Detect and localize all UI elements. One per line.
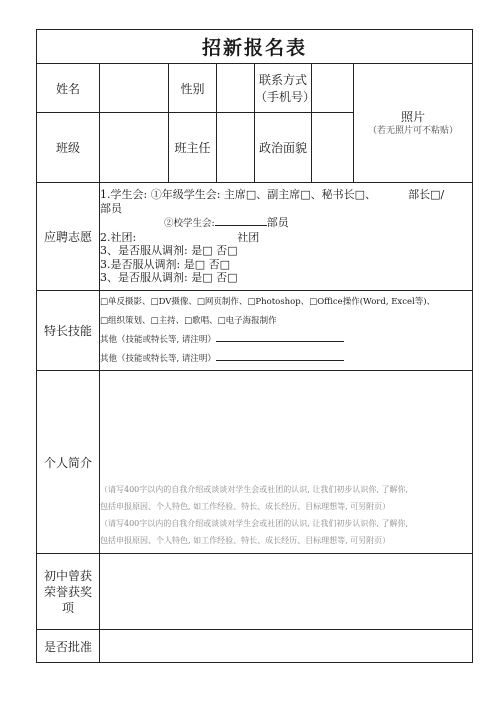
volunteer-line3-suffix: 部员 xyxy=(266,216,289,230)
head-teacher-field[interactable] xyxy=(217,113,255,183)
volunteer-line4-suffix: 社团 xyxy=(237,230,260,244)
intro-hint-line3: （请写400字以内的自我介绍或谈谈对学生会或社团的认识, 让我们初步认识你, 了解你, xyxy=(100,519,408,528)
skills-line1: □单反摄影、□DV摄像、□网页制作、□Photoshop、□Office操作(Word, Excel等)、 xyxy=(100,296,436,307)
class-field[interactable] xyxy=(100,113,169,183)
honors-label-line1: 初中曾获 xyxy=(43,568,92,583)
volunteer-line1-text: 1.学生会: ①年级学生会: 主席□、副主席□、秘书长□、 xyxy=(100,188,377,202)
intro-hint-line2: 包括申报原因、个人特色, 如工作经验、特长、成长经历、目标理想等, 可另附页） xyxy=(100,502,391,511)
volunteer-line1 xyxy=(100,188,472,202)
name-label: 姓名 xyxy=(37,64,100,113)
class-label: 班级 xyxy=(37,113,100,183)
honors-label xyxy=(37,554,100,630)
intro-hint-line1: （请写400字以内的自我介绍或谈谈对学生会或社团的认识, 让我们初步认识你, 了解你, xyxy=(100,485,408,494)
name-field[interactable] xyxy=(100,64,169,113)
volunteer-label: 应聘志愿 xyxy=(37,183,100,291)
skills-line4 xyxy=(100,350,472,369)
volunteer-line1-tail: 部长□/ xyxy=(408,188,445,202)
gender-field[interactable] xyxy=(217,64,255,113)
approval-label: 是否批准 xyxy=(37,630,100,663)
form-title: 招新报名表 xyxy=(37,30,473,64)
skills-line3 xyxy=(100,331,472,350)
approval-field[interactable] xyxy=(100,630,473,663)
volunteer-line4 xyxy=(100,231,472,245)
volunteer-line4-prefix: 2.社团: xyxy=(100,230,137,244)
honors-field[interactable] xyxy=(100,554,473,630)
intro-hint-line4: 包括申报原因、个人特色, 如工作经验、特长、成长经历、目标理想等, 可另附页） xyxy=(100,536,391,545)
photo-box[interactable] xyxy=(354,64,473,183)
volunteer-line5: 3、是否服从调剂: 是□ 否□ xyxy=(100,244,238,258)
gender-label: 性别 xyxy=(169,64,217,113)
skills-other-blank-2[interactable] xyxy=(216,350,344,361)
contact-label xyxy=(255,64,316,113)
skills-other-blank-1[interactable] xyxy=(216,331,344,342)
skills-other-label-1: 其他（技能或特长等, 请注明） xyxy=(100,334,216,345)
political-status-field[interactable] xyxy=(312,113,354,183)
volunteer-line2: 部员 xyxy=(100,201,122,215)
skills-content[interactable] xyxy=(100,291,473,371)
photo-label: 照片 xyxy=(401,110,426,124)
intro-label: 个人简介 xyxy=(37,371,100,554)
photo-note: （若无照片可不粘贴） xyxy=(368,126,459,136)
volunteer-line3-prefix: ②校学生会: xyxy=(164,218,215,230)
contact-label-line1: 联系方式 xyxy=(258,73,307,87)
school-union-blank[interactable] xyxy=(215,215,267,226)
skills-line2: □组织策划、□主持、□歌唱、□电子海报制作 xyxy=(100,315,277,326)
skills-other-label-2: 其他（技能或特长等, 请注明） xyxy=(100,353,216,364)
head-teacher-label: 班主任 xyxy=(169,113,217,183)
contact-label-line2: （手机号） xyxy=(255,90,316,104)
intro-content[interactable] xyxy=(100,371,473,554)
honors-label-line2: 荣誉获奖 xyxy=(43,584,92,599)
volunteer-line3 xyxy=(100,215,472,231)
volunteer-content[interactable] xyxy=(100,183,473,291)
registration-form-table xyxy=(36,29,473,663)
volunteer-line6: 3.是否服从调剂: 是□ 否□ xyxy=(100,257,230,271)
political-status-label: 政治面貌 xyxy=(255,113,312,183)
volunteer-line7: 3、是否服从调剂: 是□ 否□ xyxy=(100,271,238,285)
honors-label-line3: 项 xyxy=(61,600,74,615)
skills-label: 特长技能 xyxy=(37,291,100,371)
contact-field[interactable] xyxy=(312,64,354,113)
